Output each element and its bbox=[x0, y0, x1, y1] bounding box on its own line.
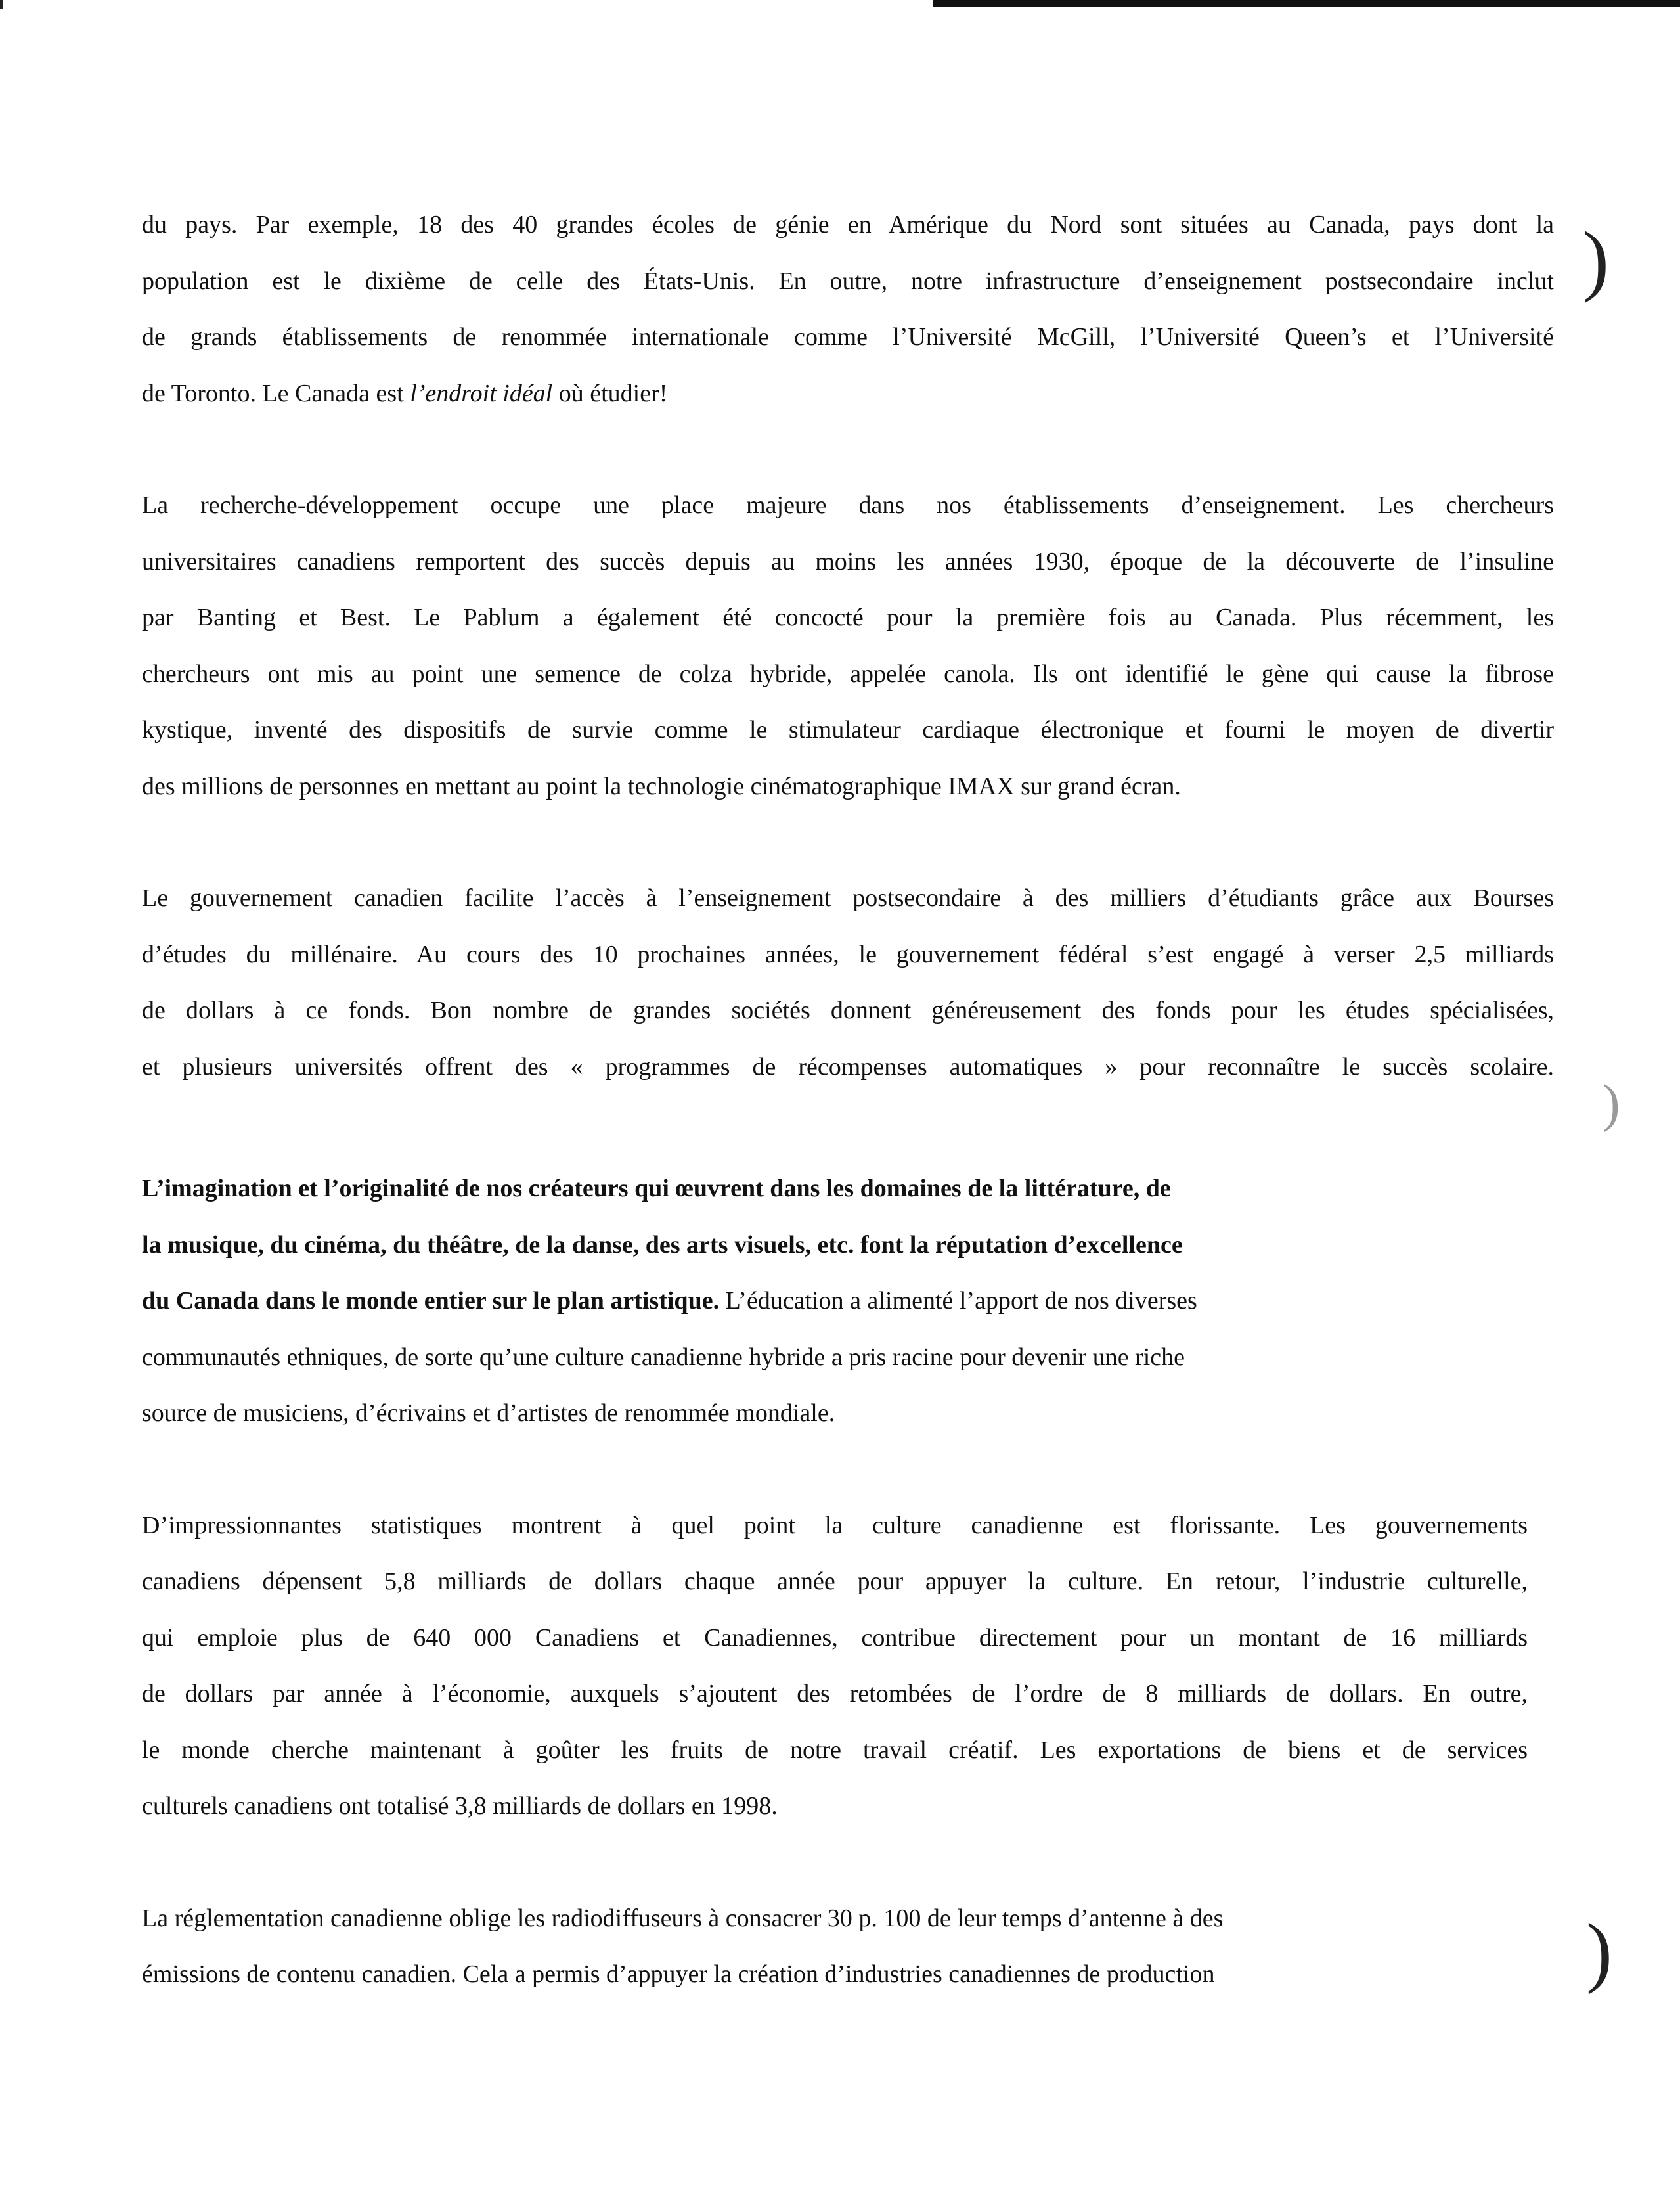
text-line: La réglementation canadienne oblige les radiodiffuseurs à consacrer 30 p. 100 de leur temps d’antenne à des bbox=[142, 1904, 1224, 1932]
text-line: D’impressionnantes statistiques montrent à quel point la culture canadienne est florissante. Les gouvernements bbox=[142, 1511, 1528, 1539]
paragraph-6 bbox=[142, 1891, 1429, 2003]
text-line: Le gouvernement canadien facilite l’accès à l’enseignement postsecondaire à des milliers d’étudiants grâce aux Bourses bbox=[142, 884, 1554, 912]
text-line: population est le dixième de celle des États-Unis. En outre, notre infrastructure d’enseignement postsecondaire inclut bbox=[142, 267, 1554, 295]
text-run: où étudier! bbox=[552, 379, 668, 407]
margin-bracket-mark: ) bbox=[1586, 1907, 1612, 1995]
text-line: de dollars à ce fonds. Bon nombre de grandes sociétés donnent généreusement des fonds pour les études spécialisées, bbox=[142, 997, 1554, 1024]
text-run: L’éducation a alimenté l’apport de nos diverses bbox=[719, 1287, 1197, 1315]
text-line: émissions de contenu canadien. Cela a permis d’appuyer la création d’industries canadiennes de production bbox=[142, 1960, 1215, 1988]
text-line: universitaires canadiens remportent des succès depuis au moins les années 1930, époque de la découverte de l’insuline bbox=[142, 547, 1554, 575]
bold-text-run: du Canada dans le monde entier sur le plan artistique. bbox=[142, 1287, 720, 1315]
text-line: source de musiciens, d’écrivains et d’artistes de renommée mondiale. bbox=[142, 1399, 835, 1427]
text-line: kystique, inventé des dispositifs de survie comme le stimulateur cardiaque électronique et fourni le moyen de divertir bbox=[142, 716, 1554, 744]
text-line: du pays. Par exemple, 18 des 40 grandes écoles de génie en Amérique du Nord sont situées au Canada, pays dont la bbox=[142, 211, 1554, 238]
text-line bbox=[142, 366, 1554, 422]
bold-text-line: L’imagination et l’originalité de nos créateurs qui œuvrent dans les domaines de la littérature, de bbox=[142, 1175, 1171, 1202]
paragraph-1 bbox=[142, 197, 1554, 422]
document-page bbox=[142, 197, 1554, 2003]
text-line: de grands établissements de renommée internationale comme l’Université McGill, l’Université Queen’s et l’Université bbox=[142, 323, 1554, 351]
paragraph-2 bbox=[142, 478, 1554, 815]
paragraph-4 bbox=[142, 1161, 1429, 1442]
bold-text-line: la musique, du cinéma, du théâtre, de la danse, des arts visuels, etc. font la réputation d’excellence bbox=[142, 1230, 1183, 1259]
margin-bracket-mark: ) bbox=[1583, 215, 1609, 303]
paragraph-3 bbox=[142, 870, 1554, 1095]
text-line: canadiens dépensent 5,8 milliards de dollars chaque année pour appuyer la culture. En retour, l’industrie culturelle, bbox=[142, 1567, 1528, 1595]
text-line: des millions de personnes en mettant au point la technologie cinématographique IMAX sur grand écran. bbox=[142, 772, 1181, 800]
text-line: qui emploie plus de 640 000 Canadiens et Canadiennes, contribue directement pour un montant de 16 milliards bbox=[142, 1623, 1528, 1652]
margin-bracket-mark: ) bbox=[1603, 1075, 1620, 1133]
text-line: culturels canadiens ont totalisé 3,8 milliards de dollars en 1998. bbox=[142, 1792, 778, 1820]
scan-artifact-corner bbox=[0, 0, 3, 9]
text-run: de Toronto. Le Canada est bbox=[142, 379, 410, 407]
text-line: d’études du millénaire. Au cours des 10 prochaines années, le gouvernement fédéral s’est engagé à verser 2,5 milliards bbox=[142, 940, 1554, 968]
paragraph-5 bbox=[142, 1498, 1528, 1835]
scan-artifact-top-rule bbox=[933, 0, 1680, 7]
text-line: communautés ethniques, de sorte qu’une culture canadienne hybride a pris racine pour devenir une riche bbox=[142, 1343, 1185, 1371]
text-line: de dollars par année à l’économie, auxquels s’ajoutent des retombées de l’ordre de 8 milliards de dollars. En outre, bbox=[142, 1680, 1528, 1707]
text-line: La recherche-développement occupe une place majeure dans nos établissements d’enseignement. Les chercheurs bbox=[142, 491, 1554, 519]
text-line: par Banting et Best. Le Pablum a également été concocté pour la première fois au Canada. Plus récemment, les bbox=[142, 604, 1554, 631]
text-line: le monde cherche maintenant à goûter les fruits de notre travail créatif. Les exportations de biens et de services bbox=[142, 1736, 1528, 1764]
text-line: chercheurs ont mis au point une semence de colza hybride, appelée canola. Ils ont identifié le gène qui cause la fibrose bbox=[142, 660, 1554, 688]
text-line bbox=[142, 1273, 1429, 1330]
italic-emphasis: l’endroit idéal bbox=[410, 379, 553, 407]
text-line: et plusieurs universités offrent des « programmes de récompenses automatiques » pour reconnaître le succès scolaire. bbox=[142, 1052, 1554, 1081]
